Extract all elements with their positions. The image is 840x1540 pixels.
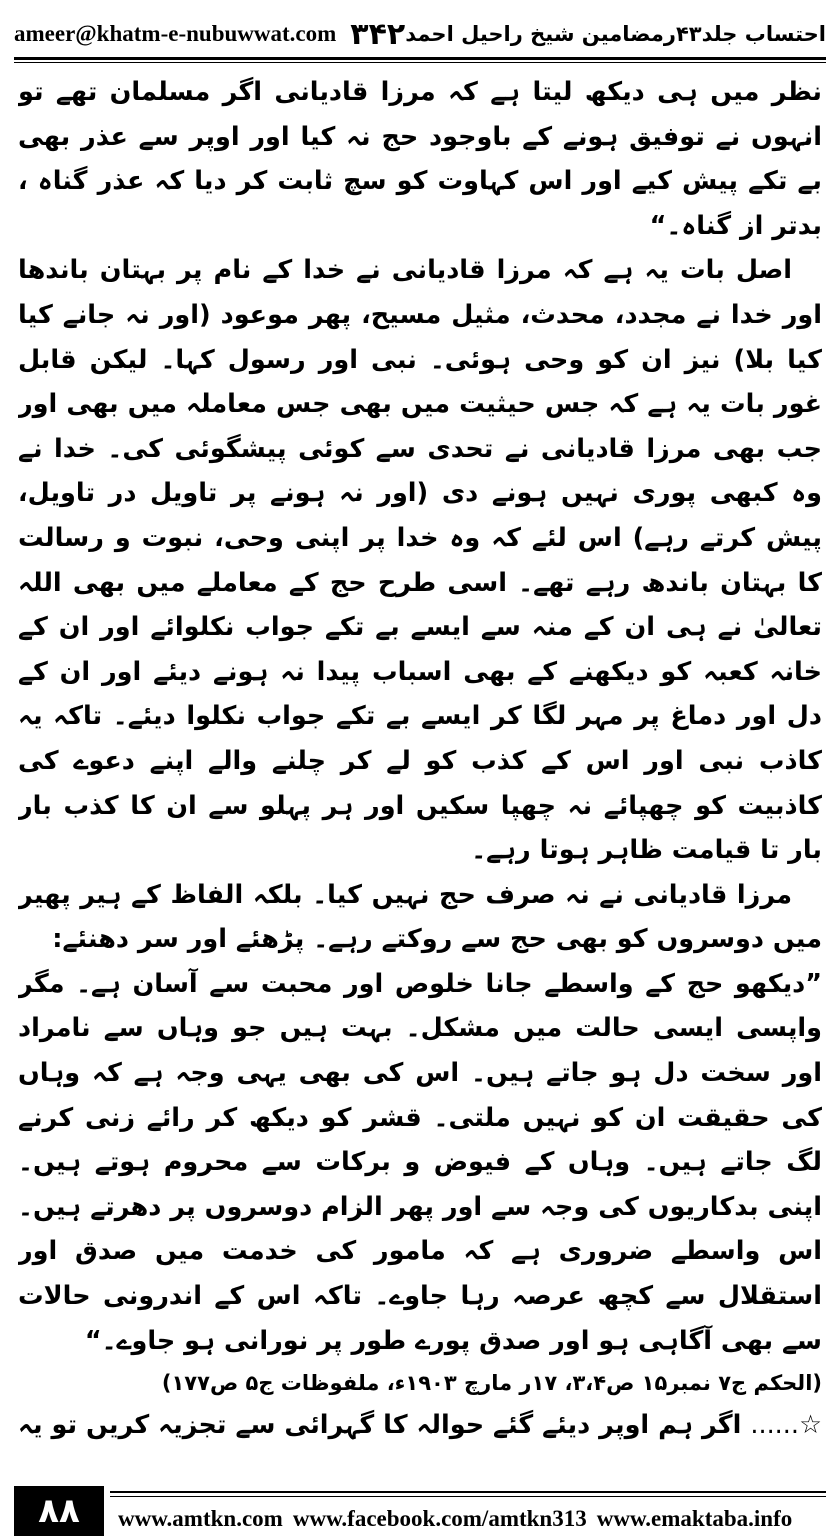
footer-link-amtkn[interactable]: www.amtkn.com <box>118 1506 283 1531</box>
series-title: احتساب جلد۴۳رمضامین شیخ راحیل احمد <box>405 22 826 46</box>
footer-rule-thin <box>110 1496 826 1497</box>
paragraph-2: اصل بات یہ ہے کہ مرزا قادیانی نے خدا کے نام پر بہتان باندھا اور خدا نے مجدد، محدث، مثیل مسیح، پھر موعود (اور نہ جانے کیا کیا بلا) نیز ان کو وحی ہوئی۔ نبی اور رسول کہا۔ لیکن قابل غور بات یہ ہے کہ جس حیثیت میں بھی جس معاملہ میں بھی اور جب بھی مرزا قادیانی نے تحدی سے کوئی پیشگوئی کی۔ خدا نے وہ کبھی پوری نہیں ہونے دی (اور نہ ہونے پر تاویل در تاویل، پیش کرتے رہے) اس لئے کہ وہ خدا پر اپنی وحی، نبوت و رسالت کا بہتان باندھ رہے تھے۔ اسی طرح حج کے معاملے میں بھی اللہ تعالیٰ نے ہی ان کے منہ سے ایسے بے تکے جواب نکلوائے اور ان کے خانہ کعبہ کو دیکھنے کے بھی اسباب پیدا نہ ہونے دیئے اور ان کے دل اور دماغ پر مہر لگا کر ایسے بے تکے جواب نکلوا دیئے۔ تاکہ یہ کاذب نبی اور اس کے کذب کو لے کر چلنے والے اپنے دعوے کی کاذبیت کو چھپائے نہ چھپا سکیں اور ہر پہلو سے ان کا کذب بار بار تا قیامت ظاہر ہوتا رہے۔ <box>18 255 822 866</box>
footer-rule <box>110 1491 826 1493</box>
article-body <box>18 70 822 1445</box>
page-number: ۳۴۲ <box>350 16 406 52</box>
folio-badge: ۸۸ <box>14 1486 104 1536</box>
page-header <box>14 14 826 54</box>
quotation: ”دیکھو حج کے واسطے جانا خلوص اور محبت سے آسان ہے۔ مگر واپسی ایسی حالت میں مشکل۔ بہت ہیں جو وہاں سے نامراد اور سخت دل ہو جاتے ہیں۔ اس کی بھی یہی وجہ ہے کہ وہاں کی حقیقت ان کو نہیں ملتی۔ قشر کو دیکھ کر رائے زنی کرنے لگ جاتے ہیں۔ وہاں کے فیوض و برکات سے محروم ہوتے ہیں۔ اپنی بدکاریوں کی وجہ سے اور پھر الزام دوسروں پر دھرتے ہیں۔ اس واسطے ضروری ہے کہ مامور کی خدمت میں صدق اور استقلال سے کچھ عرصہ رہا جاوے۔ تاکہ اس کے اندرونی حالات سے بھی آگاہی ہو اور صدق پورے طور پر نورانی ہو جاوے۔“ <box>18 968 822 1356</box>
footer-link-emaktaba[interactable]: www.emaktaba.info <box>596 1506 793 1531</box>
paragraph-3: مرزا قادیانی نے نہ صرف حج نہیں کیا۔ بلکہ الفاظ کے ہیر پھیر میں دوسروں کو بھی حج سے روکتے رہے۔ پڑھئے اور سر دھنئے: <box>18 879 822 955</box>
bullet-1-text: اگر ہم اوپر دیئے گئے حوالہ کا گہرائی سے تجزیہ کریں تو یہ <box>18 1410 742 1441</box>
header-rule <box>14 57 826 60</box>
paragraph-1: نظر میں ہی دیکھ لیتا ہے کہ مرزا قادیانی اگر مسلمان تھے تو انہوں نے توفیق ہونے کے باوجود حج نہ کیا اور اوپر سے عذر بھی بے تکے پیش کیے اور اس کہاوت کو سچ ثابت کر دیا کہ عذر گناہ ، بدتر از گناہ۔“ <box>18 77 822 241</box>
bullet-1 <box>18 1403 822 1445</box>
footer-link-facebook[interactable]: www.facebook.com/amtkn313 <box>292 1506 587 1531</box>
footer-links <box>118 1503 826 1535</box>
header-left <box>14 17 405 52</box>
star-icon: ☆...... <box>750 1410 822 1441</box>
citation: (الحکم ج۷ نمبر۱۵ ص۳،۴، ۱۷ر مارچ ۱۹۰۳ء، ملفوظات ج۵ ص۱۷۷) <box>161 1371 822 1396</box>
email-link[interactable]: ameer@khatm-e-nubuwwat.com <box>14 21 337 46</box>
header-rule-thin <box>14 62 826 63</box>
